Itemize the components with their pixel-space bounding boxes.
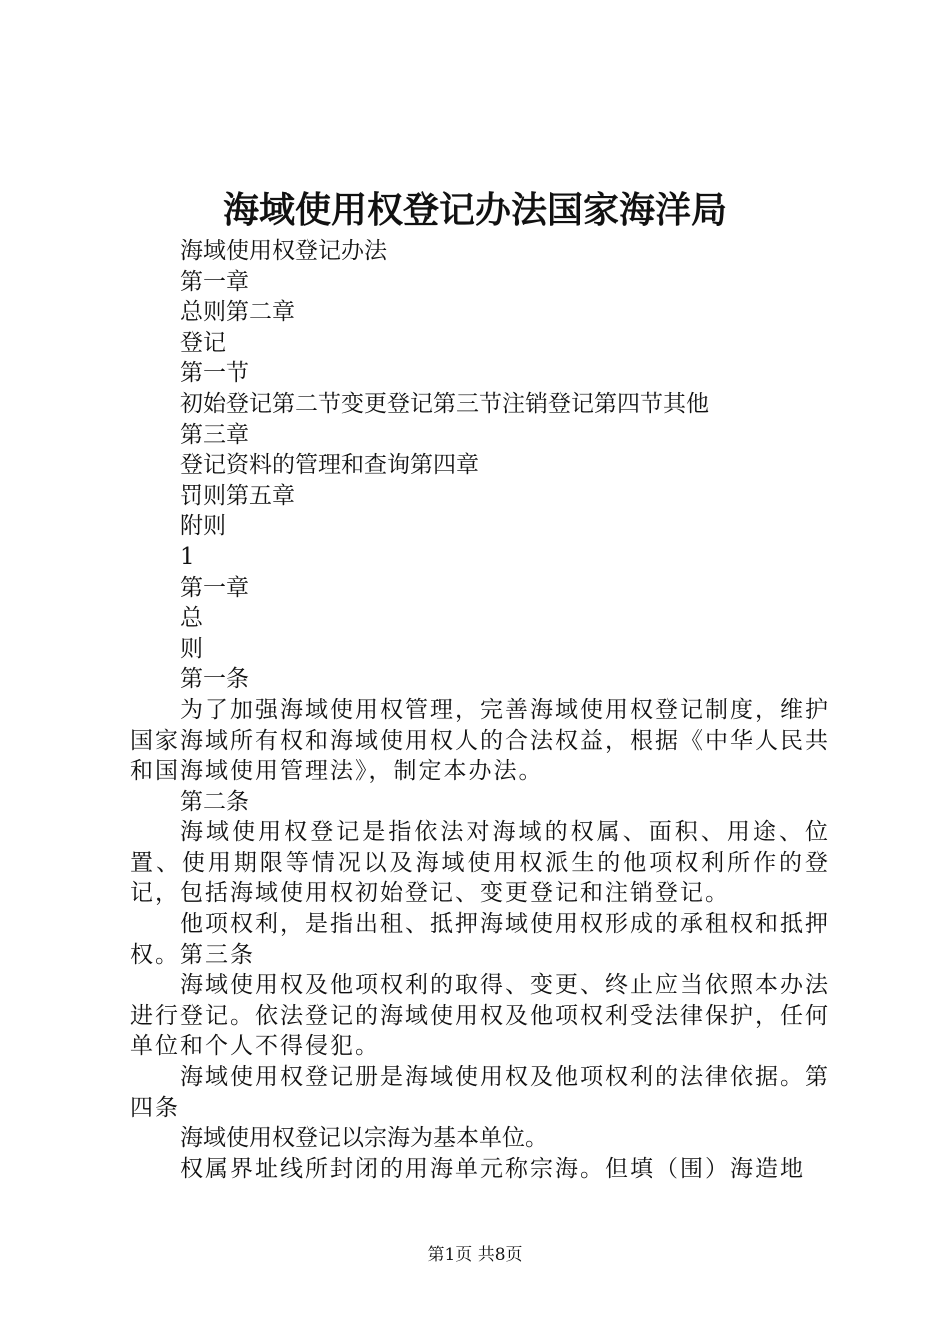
article-2-paragraph: 海域使用权登记是指依法对海域的权属、面积、用途、位置、使用期限等情况以及海域使用权派生的他项权利所作的登记，包括海域使用权初始登记、变更登记和注销登记。 bbox=[130, 819, 830, 907]
toc-line: 登记 bbox=[180, 329, 226, 356]
document-title: 海域使用权登记办法国家海洋局 bbox=[222, 189, 727, 231]
chapter-heading: 总 bbox=[180, 605, 203, 632]
document-body bbox=[130, 236, 830, 1184]
article-heading: 第一条 bbox=[180, 666, 249, 693]
chapter-heading: 第一章 bbox=[180, 574, 249, 601]
article-2-paragraph: 他项权利，是指出租、抵押海域使用权形成的承租权和抵押权。第三条 bbox=[130, 911, 830, 968]
article-1-paragraph: 为了加强海域使用权管理，完善海域使用权登记制度，维护国家海域所有权和海域使用权人的合法权益，根据《中华人民共和国海域使用管理法》，制定本办法。 bbox=[130, 696, 830, 785]
toc-line: 总则第二章 bbox=[180, 299, 295, 326]
toc-line: 登记资料的管理和查询第四章 bbox=[180, 452, 479, 479]
toc-line: 第三章 bbox=[180, 421, 249, 448]
article-4-paragraph: 海域使用权登记以宗海为基本单位。 bbox=[180, 1125, 548, 1152]
article-4-paragraph: 权属界址线所封闭的用海单元称宗海。但填（围）海造地 bbox=[180, 1155, 805, 1182]
toc-line: 第一节 bbox=[180, 360, 249, 387]
article-3-paragraph: 海域使用权登记册是海域使用权及他项权利的法律依据。第四条 bbox=[130, 1064, 830, 1121]
toc-line: 1 bbox=[180, 543, 195, 570]
toc-line: 罚则第五章 bbox=[180, 482, 295, 509]
toc-line: 初始登记第二节变更登记第三节注销登记第四节其他 bbox=[180, 390, 709, 417]
chapter-heading: 则 bbox=[180, 635, 203, 662]
article-3-paragraph: 海域使用权及他项权利的取得、变更、终止应当依照本办法进行登记。依法登记的海域使用权及他项权利受法律保护，任何单位和个人不得侵犯。 bbox=[130, 972, 830, 1060]
toc-line: 海域使用权登记办法 bbox=[180, 238, 387, 264]
article-heading: 第二条 bbox=[180, 788, 249, 815]
toc-line: 第一章 bbox=[180, 268, 249, 295]
toc-line: 附则 bbox=[180, 513, 226, 540]
page-footer: 第1页 共8页 bbox=[427, 1245, 523, 1265]
